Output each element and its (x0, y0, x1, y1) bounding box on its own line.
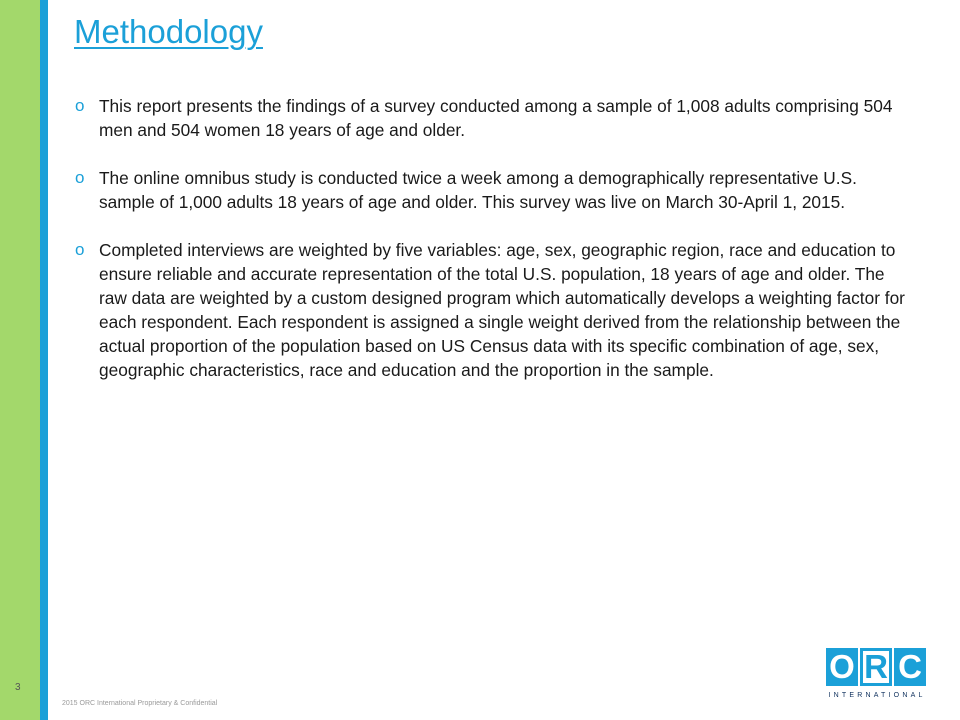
sidebar-green-bar (0, 0, 40, 720)
logo-subtitle: INTERNATIONAL (828, 692, 926, 699)
logo-letter-r: R (860, 648, 892, 686)
bullet-text: The online omnibus study is conducted twice a week among a demographically representative U.S. sample of 1,000 adults 18 years of age and older. This survey was live on March 30-April 1, 2015. (99, 168, 857, 212)
bullet-item (74, 166, 914, 214)
slide-title[interactable]: Methodology (74, 13, 263, 50)
bullet-item (74, 94, 914, 142)
bullet-item (74, 238, 914, 382)
logo-letters (826, 648, 928, 686)
bullet-marker-icon: o (75, 240, 85, 259)
bullet-text: Completed interviews are weighted by five variables: age, sex, geographic region, race and education to ensure reliable and accurate representation of the total U.S. population, 18 years of age and older. The raw data are weighted by a custom designed program which automatically develops a weighting factor for each respondent. Each respondent is assigned a single weight derived from the relationship between the actual proportion of the population based on US Census data with its specific combination of age, sex, geographic characteristics, race and education and the proportion in the sample. (99, 240, 905, 380)
footer-copyright: 2015 ORC International Proprietary & Confidential (62, 700, 218, 707)
sidebar-blue-bar (40, 0, 48, 720)
bullet-marker-icon: o (75, 168, 85, 187)
orc-logo (826, 648, 928, 708)
bullet-text: This report presents the findings of a survey conducted among a sample of 1,008 adults comprising 504 men and 504 women 18 years of age and older. (99, 96, 893, 140)
bullet-list (74, 94, 914, 406)
logo-letter-o: O (826, 648, 858, 686)
bullet-marker-icon: o (75, 96, 85, 115)
logo-letter-c: C (894, 648, 926, 686)
page-number: 3 (15, 682, 21, 693)
